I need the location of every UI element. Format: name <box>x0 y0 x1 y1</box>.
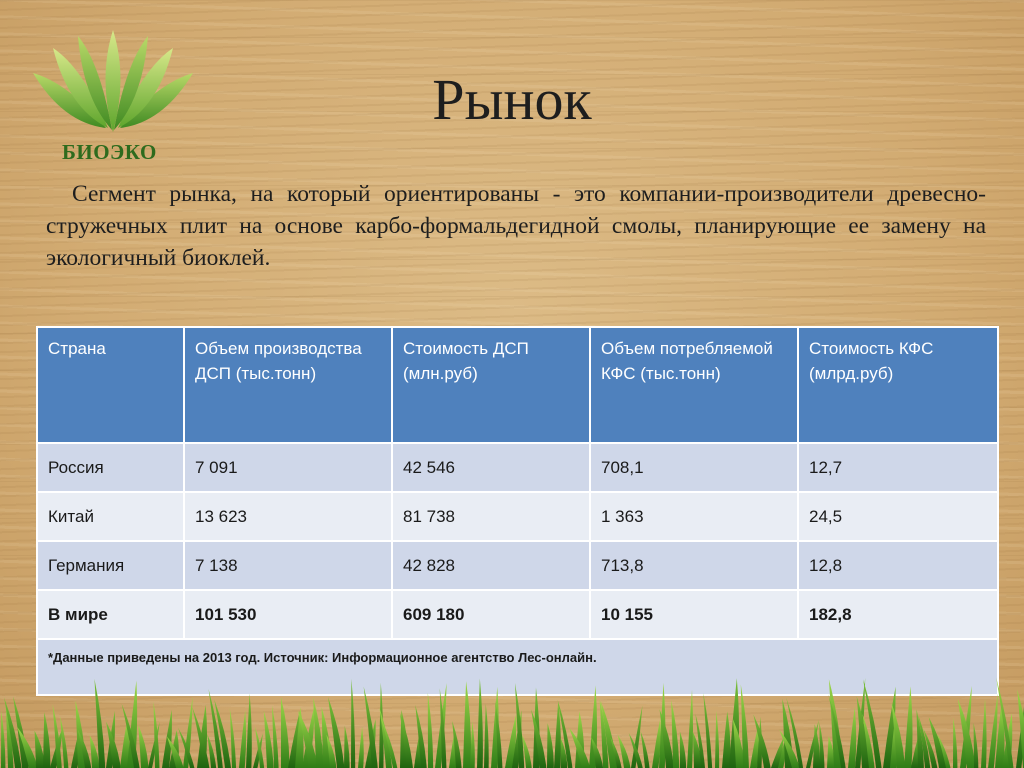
table-cell: В мире <box>37 590 184 639</box>
table-row-total <box>37 590 998 639</box>
table-cell: 42 546 <box>392 443 590 492</box>
grass-blade <box>953 718 957 768</box>
table-cell: 81 738 <box>392 492 590 541</box>
table-cell: 1 363 <box>590 492 798 541</box>
table-cell: 24,5 <box>798 492 998 541</box>
grass-blade <box>1 711 5 768</box>
source-note: *Данные приведены на 2013 год. Источник: Информационное агентство Лес-онлайн. <box>37 639 998 695</box>
header-kfs-volume: Объем потребляемой КФС (тыс.тонн) <box>590 327 798 443</box>
grass-blade <box>687 690 693 768</box>
grass-blade <box>848 707 856 768</box>
table-cell: 12,8 <box>798 541 998 590</box>
table-row <box>37 541 998 590</box>
grass-blade <box>230 708 236 768</box>
grass-blade <box>981 699 987 768</box>
grass-blade <box>680 731 686 768</box>
grass-blade <box>428 693 433 768</box>
grass-blade <box>344 726 350 768</box>
table-cell: 10 155 <box>590 590 798 639</box>
description-paragraph: Сегмент рынка, на который ориентированы - это компании-производители древесно-стружечных плит на основе карбо-формальдегидной смолы, планирующие ее замену на экологичный биоклей. <box>46 181 986 271</box>
grass-decoration <box>0 676 1024 768</box>
table-header-row <box>37 327 998 443</box>
logo-text: БИОЭКО <box>62 140 157 164</box>
grass-blade <box>281 697 290 768</box>
grass-blade <box>246 694 252 768</box>
table-cell: 13 623 <box>184 492 392 541</box>
header-dsp-volume: Объем производства ДСП (тыс.тонн) <box>184 327 392 443</box>
grass-blade <box>904 686 913 768</box>
grass-blade <box>153 702 159 768</box>
table-row <box>37 492 998 541</box>
grass-blade <box>60 716 68 768</box>
table-cell: Китай <box>37 492 184 541</box>
table-cell: Германия <box>37 541 184 590</box>
grass-blade <box>641 731 650 768</box>
table-cell: 7 091 <box>184 443 392 492</box>
table-cell: 7 138 <box>184 541 392 590</box>
grass-blade <box>162 710 172 768</box>
table-cell: 12,7 <box>798 443 998 492</box>
grass-blade <box>264 711 274 768</box>
table-cell: 101 530 <box>184 590 392 639</box>
market-table <box>36 326 999 696</box>
header-dsp-cost: Стоимость ДСП (млн.руб) <box>392 327 590 443</box>
table-cell: 609 180 <box>392 590 590 639</box>
grass-blade <box>43 712 50 768</box>
table-cell: 708,1 <box>590 443 798 492</box>
table-cell: 182,8 <box>798 590 998 639</box>
grass-blade <box>722 711 730 768</box>
grass-blade <box>351 679 355 768</box>
slide-title: Рынок <box>432 67 592 132</box>
table-cell: 42 828 <box>392 541 590 590</box>
header-country: Страна <box>37 327 184 443</box>
grass-blade <box>974 723 979 768</box>
grass-blade <box>207 734 216 768</box>
table-cell: Россия <box>37 443 184 492</box>
grass-blade <box>358 727 364 768</box>
grass-blade <box>239 710 246 768</box>
grass-blade <box>958 699 976 768</box>
grass-blade <box>484 704 489 768</box>
grass-blade <box>819 722 824 768</box>
grass-blade <box>703 693 712 768</box>
grass-blade <box>463 681 471 768</box>
grass-blade <box>547 723 554 768</box>
grass-blade <box>138 725 148 768</box>
table-row <box>37 443 998 492</box>
grass-blade <box>715 711 719 768</box>
header-kfs-cost: Стоимость КФС (млрд.руб) <box>798 327 998 443</box>
grass-blade <box>477 678 483 768</box>
table-cell: 713,8 <box>590 541 798 590</box>
